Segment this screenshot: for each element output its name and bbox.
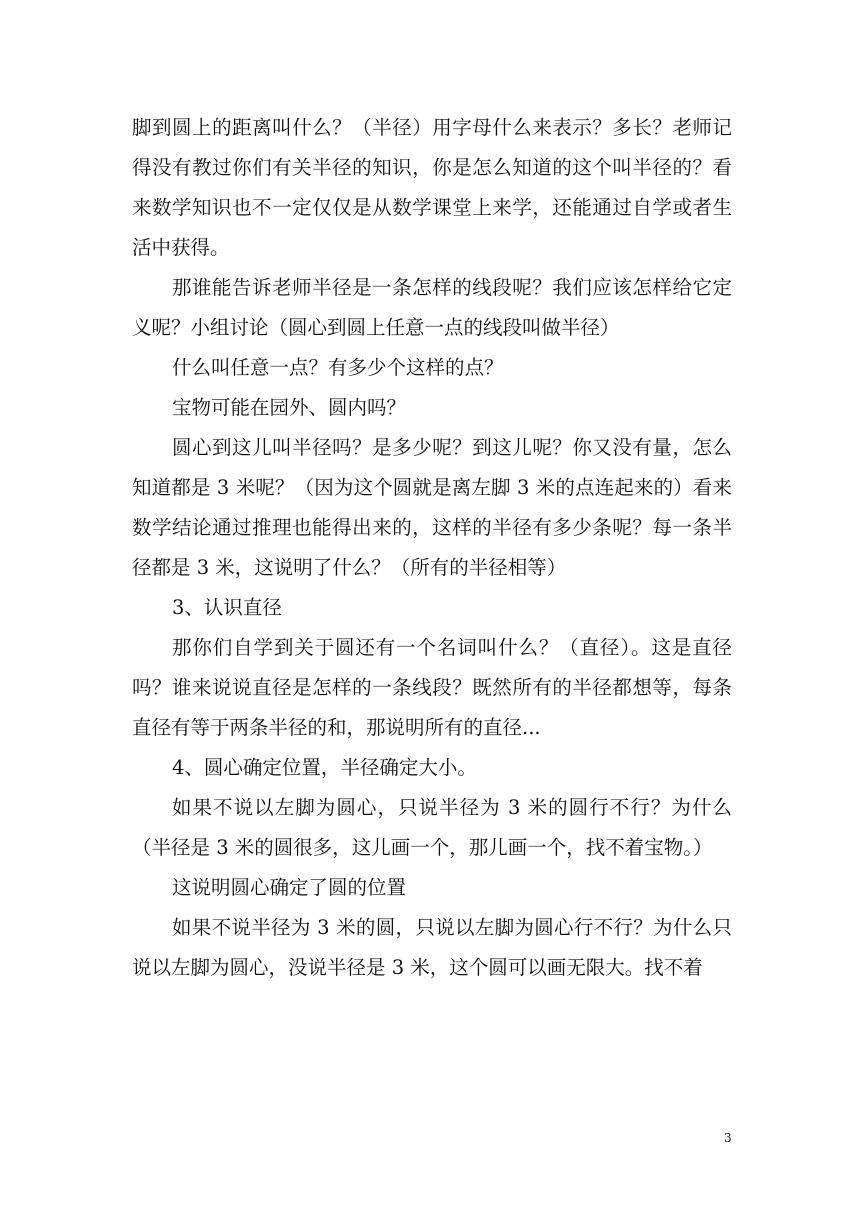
page-number: 3 (724, 1131, 732, 1145)
paragraph-7: 那你们自学到关于圆还有一个名词叫什么？（直径）。这是直径吗？谁来说说直径是怎样的一条线段？既然所有的半径都想等，每条直径有等于两条半径的和，那说明所有的直径... (132, 636, 732, 739)
section-heading-diameter: 3、认识直径 (172, 596, 282, 619)
paragraph-2: 那谁能告诉老师半径是一条怎样的线段呢？我们应该怎样给它定义呢？小组讨论（圆心到圆上任意一点的线段叫做半径） (132, 276, 732, 339)
paragraph-4: 宝物可能在园外、圆内吗？ (172, 396, 407, 419)
section-heading-center-radius: 4、圆心确定位置，半径确定大小。 (172, 756, 477, 779)
paragraph-1: 脚到圆上的距离叫什么？（半径）用字母什么来表示？多长？老师记得没有教过你们有关半径的知识，你是怎么知道的这个叫半径的？看来数学知识也不一定仅仅是从数学课堂上来学，还能通过自学或者生活中获得。 (132, 116, 732, 259)
paragraph-10: 这说明圆心确定了圆的位置 (172, 876, 407, 899)
paragraph-9: 如果不说以左脚为圆心，只说半径为 3 米的圆行不行？为什么（半径是 3 米的圆很多，这儿画一个，那儿画一个，找不着宝物。） (132, 796, 732, 859)
document-body (132, 108, 732, 988)
paragraph-5: 圆心到这儿叫半径吗？是多少呢？到这儿呢？你又没有量，怎么知道都是 3 米呢？（因为这个圆就是离左脚 3 米的点连起来的）看来数学结论通过推理也能得出来的，这样的半径有多少条呢？每一条半径都是 3 米，这说明了什么？（所有的半径相等） (132, 436, 732, 579)
paragraph-3: 什么叫任意一点？有多少个这样的点？ (172, 356, 504, 379)
paragraph-11: 如果不说半径为 3 米的圆，只说以左脚为圆心行不行？为什么只说以左脚为圆心，没说半径是 3 米，这个圆可以画无限大。找不着 (132, 916, 732, 979)
